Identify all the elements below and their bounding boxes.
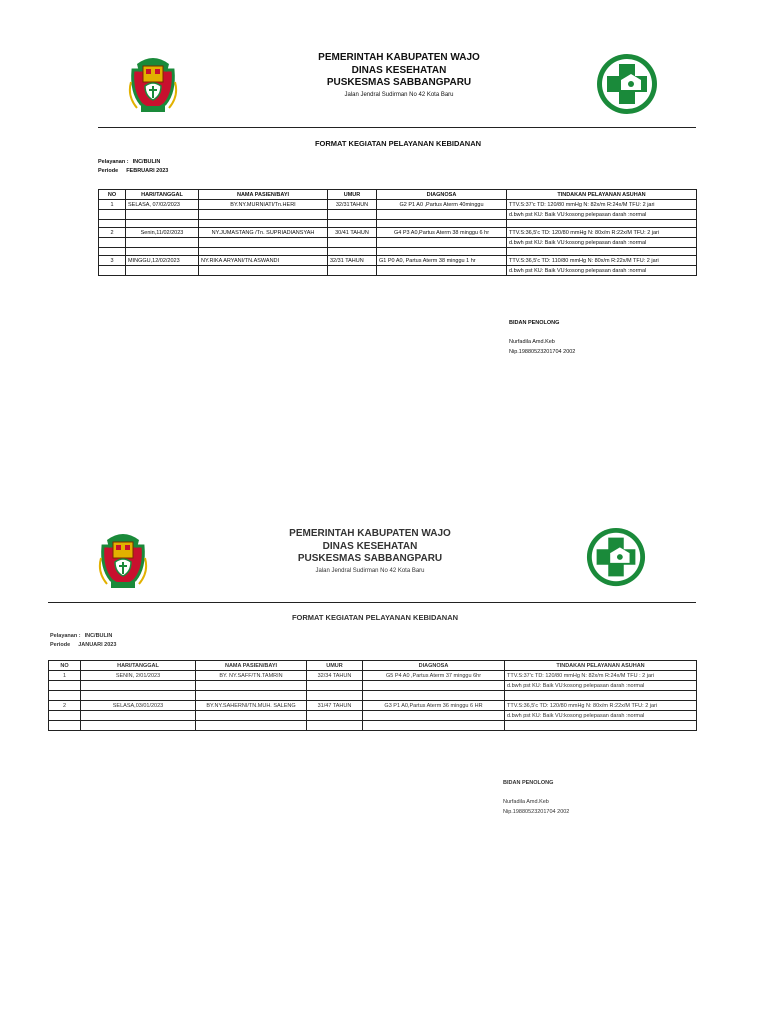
- table-spacer-row: [49, 691, 697, 701]
- table-spacer-row: [49, 721, 697, 731]
- column-header: UMUR: [307, 661, 363, 671]
- cell-date: SENIN, 2/01/2023: [81, 671, 196, 681]
- pelayanan-label: Pelayanan :: [50, 633, 81, 639]
- cell-name: BY.NY.MURNIATI/Tn.HERI: [199, 200, 328, 210]
- table-row: [99, 238, 697, 248]
- periode-label: Periode: [98, 167, 119, 174]
- signature-title: BIDAN PENOLONG: [503, 780, 554, 786]
- table-spacer-row: [99, 248, 697, 256]
- letterhead-address: Jalan Jendral Sudirman No 42 Kota Baru: [344, 91, 454, 98]
- letterhead-line-3: PUSKESMAS SABBANGPARU: [326, 77, 472, 88]
- cell-age: 32/34 TAHUN: [307, 671, 363, 681]
- cell-age: 30/41 TAHUN: [328, 228, 377, 238]
- cell-name: NY.RIKA ARYANI/TN.ASWANDI: [199, 256, 328, 266]
- cell-action: d.bwh pst KU: Baik VU:kosong pelepasan darah :normal: [505, 681, 697, 691]
- signature-name: Nurfadila Amd.Keb: [509, 339, 555, 346]
- column-header: TINDAKAN PELAYANAN ASUHAN: [505, 661, 697, 671]
- puskesmas-logo-icon: [585, 526, 647, 588]
- table-row: [49, 711, 697, 721]
- cell-action: TTV.S:37'c TD: 120/80 mmHg N: 82x/m R:24x/M TFU: 2 jari: [507, 200, 697, 210]
- table-header-row: [99, 190, 697, 200]
- service-meta: [50, 632, 116, 650]
- column-header: HARI/TANGGAL: [126, 190, 199, 200]
- table-row: [99, 266, 697, 276]
- cell-action: d.bwh pst KU: Baik VU:kosong pelepasan darah :normal: [507, 238, 697, 248]
- cell-age: 32/31TAHUN: [328, 200, 377, 210]
- letterhead-line-1: PEMERINTAH KABUPATEN WAJO: [289, 528, 451, 539]
- cell-date: Senin,11/02/2023: [126, 228, 199, 238]
- table-row: [49, 701, 697, 711]
- cell-action: TTV.S:36,5'c TD: 120/80 mmHg N: 80x/m R:22x/M TFU: 2 jari: [507, 228, 697, 238]
- service-table: [48, 660, 697, 731]
- puskesmas-logo-icon: [595, 52, 659, 116]
- column-header: TINDAKAN PELAYANAN ASUHAN: [507, 190, 697, 200]
- cell-diagnosis: G1 P0 A0, Partus Aterm 38 minggu 1 hr: [377, 256, 507, 266]
- service-table: [98, 189, 697, 276]
- service-meta: [98, 158, 168, 176]
- table-row: [99, 228, 697, 238]
- table-row: [49, 671, 697, 681]
- signature-nip: Nip.19880523201704 2002: [509, 348, 576, 355]
- signature-block: [509, 319, 575, 357]
- cell-name: BY. NY.SAFF/TN.TAMRIN: [196, 671, 307, 681]
- signature-nip: Nip.19880523201704 2002: [503, 808, 570, 815]
- letterhead-address: Jalan Jendral Sudirman No 42 Kota Baru: [315, 567, 425, 574]
- cell-no: 2: [49, 701, 81, 711]
- pelayanan-label: Pelayanan :: [98, 159, 129, 165]
- letterhead: [234, 52, 564, 98]
- pelayanan-value: INC/BULIN: [84, 633, 113, 639]
- table-row: [49, 681, 697, 691]
- cell-action: d.bwh pst KU: Baik VU:kosong pelepasan darah :normal: [505, 711, 697, 721]
- column-header: NO: [49, 661, 81, 671]
- cell-diagnosis: G4 P3 A0,Partus Aterm 38 minggu 6 hr: [377, 228, 507, 238]
- cell-no: 1: [99, 200, 126, 210]
- cell-action: d.bwh pst KU: Baik VU:kosong pelepasan darah :normal: [507, 210, 697, 220]
- letterhead-line-2: DINAS KESEHATAN: [351, 64, 447, 76]
- cell-age: 31/47 TAHUN: [307, 701, 363, 711]
- cell-action: TTV.S:36,5'c TD: 120/80 mmHg N: 80x/m R:22x/M TFU: 2 jari: [505, 701, 697, 711]
- cell-action: TTV.S:37'c TD: 120/80 mmHg N: 82x/m R:24x/M TFU : 2 jari: [505, 671, 697, 681]
- cell-age: 32/31 TAHUN: [328, 256, 377, 266]
- header-divider: [48, 602, 696, 603]
- cell-no: 1: [49, 671, 81, 681]
- column-header: DIAGNOSA: [377, 190, 507, 200]
- cell-date: SELASA, 07/02/2023: [126, 200, 199, 210]
- wajo-emblem-icon: [127, 52, 179, 116]
- periode-value: FEBRUARI 2023: [126, 167, 169, 174]
- table-spacer-row: [99, 220, 697, 228]
- cell-action: d.bwh pst KU: Baik VU:kosong pelepasan darah :normal: [507, 266, 697, 276]
- cell-name: BY.NY.SAHERNI/TN.MUH. SALENG: [196, 701, 307, 711]
- table-row: [99, 256, 697, 266]
- signature-name: Nurfadila Amd.Keb: [503, 799, 549, 806]
- cell-no: 3: [99, 256, 126, 266]
- cell-name: NY.JUMASTANG /Tn. SUPRIADIANSYAH: [199, 228, 328, 238]
- column-header: HARI/TANGGAL: [81, 661, 196, 671]
- cell-date: MINGGU,12/02/2023: [126, 256, 199, 266]
- pelayanan-value: INC/BULIN: [132, 159, 161, 165]
- cell-diagnosis: G2 P1 A0 ,Partus Aterm 40minggu: [377, 200, 507, 210]
- periode-value: JANUARI 2023: [78, 641, 117, 648]
- table-header-row: [49, 661, 697, 671]
- letterhead: [205, 528, 535, 574]
- cell-no: 2: [99, 228, 126, 238]
- column-header: NAMA PASIEN/BAYI: [196, 661, 307, 671]
- letterhead-line-3: PUSKESMAS SABBANGPARU: [297, 553, 443, 564]
- table-row: [99, 200, 697, 210]
- column-header: NO: [99, 190, 126, 200]
- document-title: FORMAT KEGIATAN PELAYANAN KEBIDANAN: [314, 139, 482, 148]
- wajo-emblem-icon: [97, 528, 149, 592]
- table-row: [99, 210, 697, 220]
- letterhead-line-2: DINAS KESEHATAN: [322, 540, 418, 552]
- column-header: NAMA PASIEN/BAYI: [199, 190, 328, 200]
- signature-block: [503, 779, 569, 817]
- cell-diagnosis: G3 P1 A0,Partus Aterm 36 minggu 6 HR: [363, 701, 505, 711]
- cell-diagnosis: G5 P4 A0 ,Partus Aterm 37 minggu 6hr: [363, 671, 505, 681]
- periode-label: Periode: [50, 641, 71, 648]
- column-header: UMUR: [328, 190, 377, 200]
- cell-date: SELASA,03/01/2023: [81, 701, 196, 711]
- letterhead-line-1: PEMERINTAH KABUPATEN WAJO: [318, 52, 480, 63]
- column-header: DIAGNOSA: [363, 661, 505, 671]
- cell-action: TTV.S:36,5'c TD: 110/80 mmHg N: 80x/m R:22x/M TFU: 2 jari: [507, 256, 697, 266]
- signature-title: BIDAN PENOLONG: [509, 320, 560, 326]
- header-divider: [98, 127, 696, 128]
- document-title: FORMAT KEGIATAN PELAYANAN KEBIDANAN: [291, 613, 459, 622]
